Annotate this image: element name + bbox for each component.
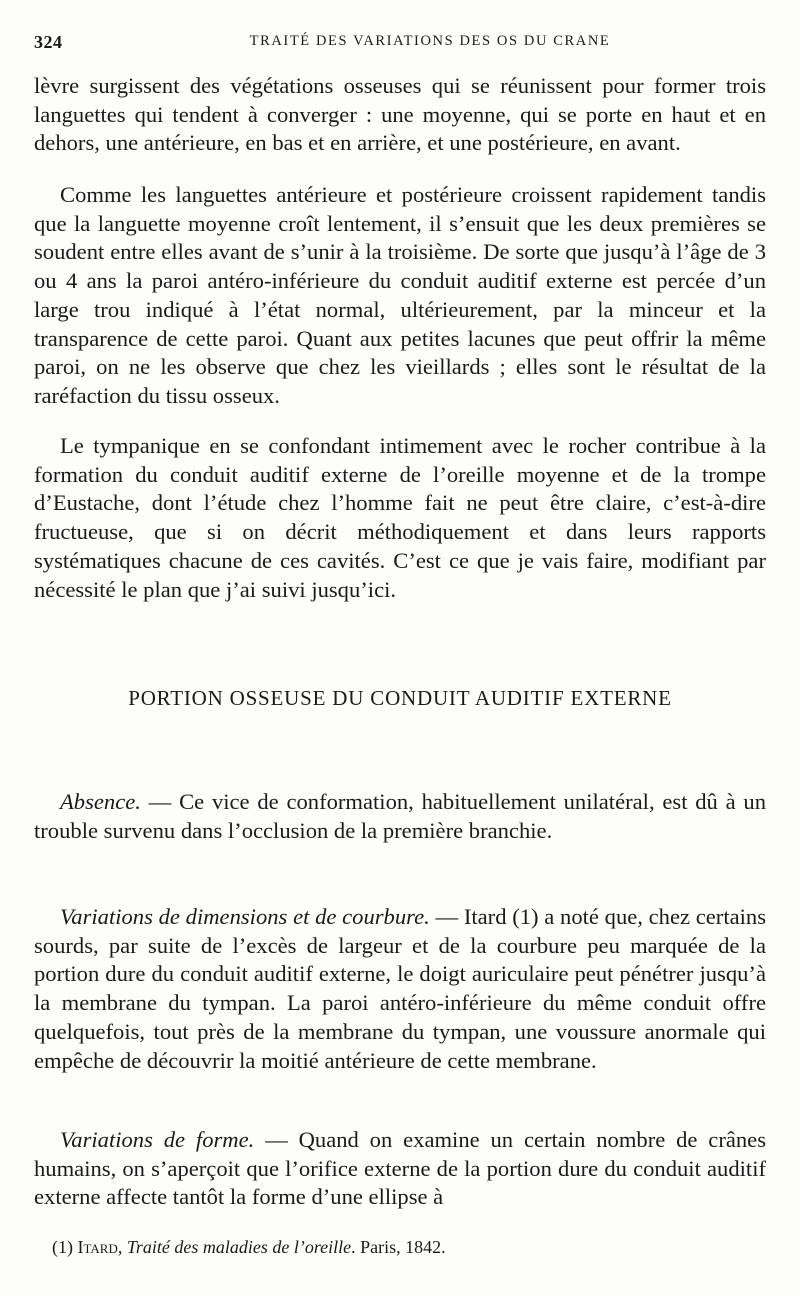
footnote-marker: (1) xyxy=(52,1237,78,1257)
running-header xyxy=(34,32,766,54)
footnote-publication: . Paris, 1842. xyxy=(351,1237,446,1257)
footnote-work-title: Traité des maladies de l’oreille xyxy=(126,1237,352,1257)
running-title: TRAITÉ DES VARIATIONS DES OS DU CRANE xyxy=(249,33,611,49)
subsection-text: Quand on examine un certain nombre de crânes humains, on s’aperçoit que l’orifice externe de la portion dure du conduit auditif externe affecte tantôt la forme d’une ellipse à xyxy=(34,1127,766,1210)
subsection-dash: — xyxy=(429,904,464,929)
subsection-dash: — xyxy=(254,1127,299,1152)
subsection-forme xyxy=(34,1126,766,1212)
subsection-dimensions xyxy=(34,903,766,1075)
paragraph-tympanique: Le tympanique en se confondant intimement avec le rocher contribue à la formation du conduit auditif externe de l’oreille moyenne et de la trompe d’Eustache, dont l’étude chez l’homme fait ne peut être claire, c’est-à-dire fructueuse, que si on décrit méthodiquement et dans leurs rapports systématiques chacune de ces cavités. C’est ce que je vais faire, modifiant par nécessité le plan que j’ai suivi jusqu’ici. xyxy=(34,433,766,602)
section-heading: PORTION OSSEUSE DU CONDUIT AUDITIF EXTERNE xyxy=(128,686,672,710)
paragraph-continuation: lèvre surgissent des végétations osseuses qui se réunissent pour former trois languettes qui tendent à converger : une moyenne, qui se porte en haut et en dehors, une antérieure, en bas et en arrière, et une postérieure, en avant. xyxy=(34,73,766,156)
paragraph-languettes: Comme les languettes antérieure et postérieure croissent rapidement tandis que la languette moyenne croît lentement, il s’ensuit que les deux premières se soudent entre elles avant de s’unir à la troisième. De sorte que jusqu’à l’âge de 3 ou 4 ans la paroi antéro-inférieure du conduit auditif externe est percée d’un large trou indiqué à l’état normal, ultérieurement, par la minceur et la transparence de cette paroi. Quant aux petites lacunes que peut offrir la même paroi, on ne les observe que chez les vieillards ; elles sont le résultat de la raréfaction du tissu osseux. xyxy=(34,182,766,408)
subsection-absence xyxy=(34,788,766,845)
footnote-author: Itard xyxy=(77,1237,118,1257)
page-number: 324 xyxy=(34,32,63,52)
subsection-dash: — xyxy=(140,789,180,814)
subsection-text: Itard (1) a noté que, chez certains sourds, par suite de l’excès de largeur et de la courbure peu marquée de la portion dure du conduit auditif externe, le doigt auriculaire peut pénétrer jusqu’à la membrane du tympan. La paroi antéro-inférieure du même conduit offre quelquefois, tout près de la membrane du tympan, une voussure anormale qui empêche de découvrir la moitié antérieure de cette membrane. xyxy=(34,904,767,1073)
footnote xyxy=(52,1236,766,1258)
footnote-separator: , xyxy=(117,1237,127,1257)
subsection-title: Variations de forme. xyxy=(60,1127,255,1152)
subsection-text: Ce vice de conformation, habituellement unilatéral, est dû à un trouble survenu dans l’occlusion de la première branchie. xyxy=(34,789,767,843)
subsection-title: Variations de dimensions et de courbure. xyxy=(60,904,430,929)
subsection-title: Absence. xyxy=(60,789,141,814)
